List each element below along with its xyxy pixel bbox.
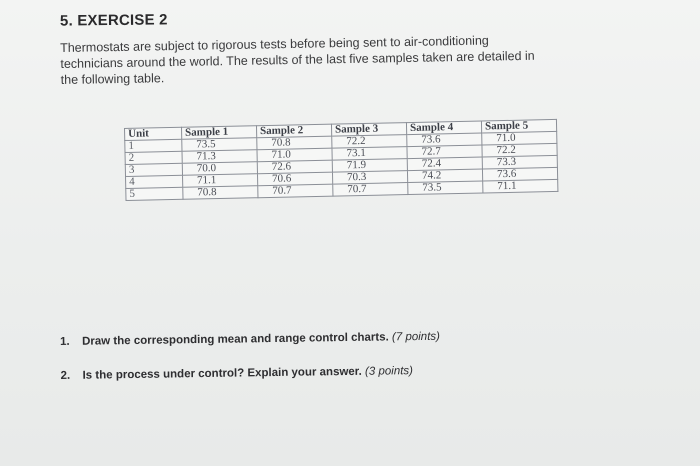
question-text-wrap — [82, 365, 413, 382]
question-list — [60, 328, 621, 404]
value-cell: 71.9 — [332, 159, 407, 173]
value-cell: 74.2 — [407, 169, 482, 183]
question-number: 1. — [60, 335, 70, 348]
data-table-wrapper — [124, 119, 558, 201]
question-text: Is the process under control? Explain your answer. — [82, 365, 362, 382]
intro-line: the following table. — [60, 71, 165, 87]
question-points: (7 points) — [391, 330, 441, 344]
value-cell: 70.0 — [182, 162, 257, 176]
value-cell: 70.7 — [333, 183, 408, 197]
question-text: Draw the corresponding mean and range control charts. — [81, 331, 389, 348]
question-points: (3 points) — [364, 365, 414, 378]
value-cell: 73.5 — [182, 138, 257, 152]
value-cell: 71.3 — [182, 150, 257, 164]
value-cell: 70.6 — [257, 172, 332, 186]
value-cell: 72.2 — [482, 143, 557, 157]
unit-cell: 4 — [126, 175, 183, 188]
value-cell: 71.0 — [257, 148, 332, 162]
unit-cell: 5 — [126, 187, 183, 200]
question-item — [60, 362, 620, 382]
value-cell: 71.1 — [483, 179, 558, 193]
value-cell: 73.3 — [482, 155, 557, 169]
exercise-intro — [60, 29, 676, 88]
value-cell: 72.4 — [407, 157, 482, 171]
value-cell: 71.0 — [482, 131, 557, 145]
unit-cell: 1 — [125, 139, 182, 152]
column-header-sample-2: Sample 2 — [256, 124, 331, 138]
value-cell: 70.8 — [183, 186, 258, 200]
value-cell: 71.1 — [183, 174, 258, 188]
intro-line: Thermostats are subject to rigorous tests before being sent to air-conditioning — [60, 33, 489, 55]
value-cell: 73.6 — [482, 167, 557, 181]
value-cell: 73.5 — [408, 181, 483, 195]
question-number: 2. — [60, 369, 71, 382]
value-cell: 70.3 — [332, 171, 407, 185]
value-cell: 72.2 — [332, 135, 407, 149]
value-cell: 70.8 — [257, 136, 332, 150]
column-header-sample-1: Sample 1 — [181, 126, 256, 140]
column-header-unit: Unit — [125, 127, 182, 140]
intro-line: technicians around the world. The results of the last five samples taken are detailed in — [60, 48, 535, 71]
value-cell: 72.6 — [257, 160, 332, 174]
value-cell: 72.7 — [407, 145, 482, 159]
column-header-sample-4: Sample 4 — [406, 121, 481, 135]
value-cell: 73.6 — [407, 133, 482, 147]
question-text-wrap — [82, 331, 440, 348]
value-cell: 70.7 — [258, 184, 333, 198]
unit-cell: 2 — [125, 151, 182, 164]
thermostat-data-table — [124, 119, 558, 201]
column-header-sample-3: Sample 3 — [331, 123, 406, 137]
value-cell: 73.1 — [332, 147, 407, 161]
question-item — [60, 328, 620, 348]
exercise-heading: 5. EXERCISE 2 — [59, 11, 168, 30]
column-header-sample-5: Sample 5 — [481, 119, 556, 133]
unit-cell: 3 — [125, 163, 182, 176]
